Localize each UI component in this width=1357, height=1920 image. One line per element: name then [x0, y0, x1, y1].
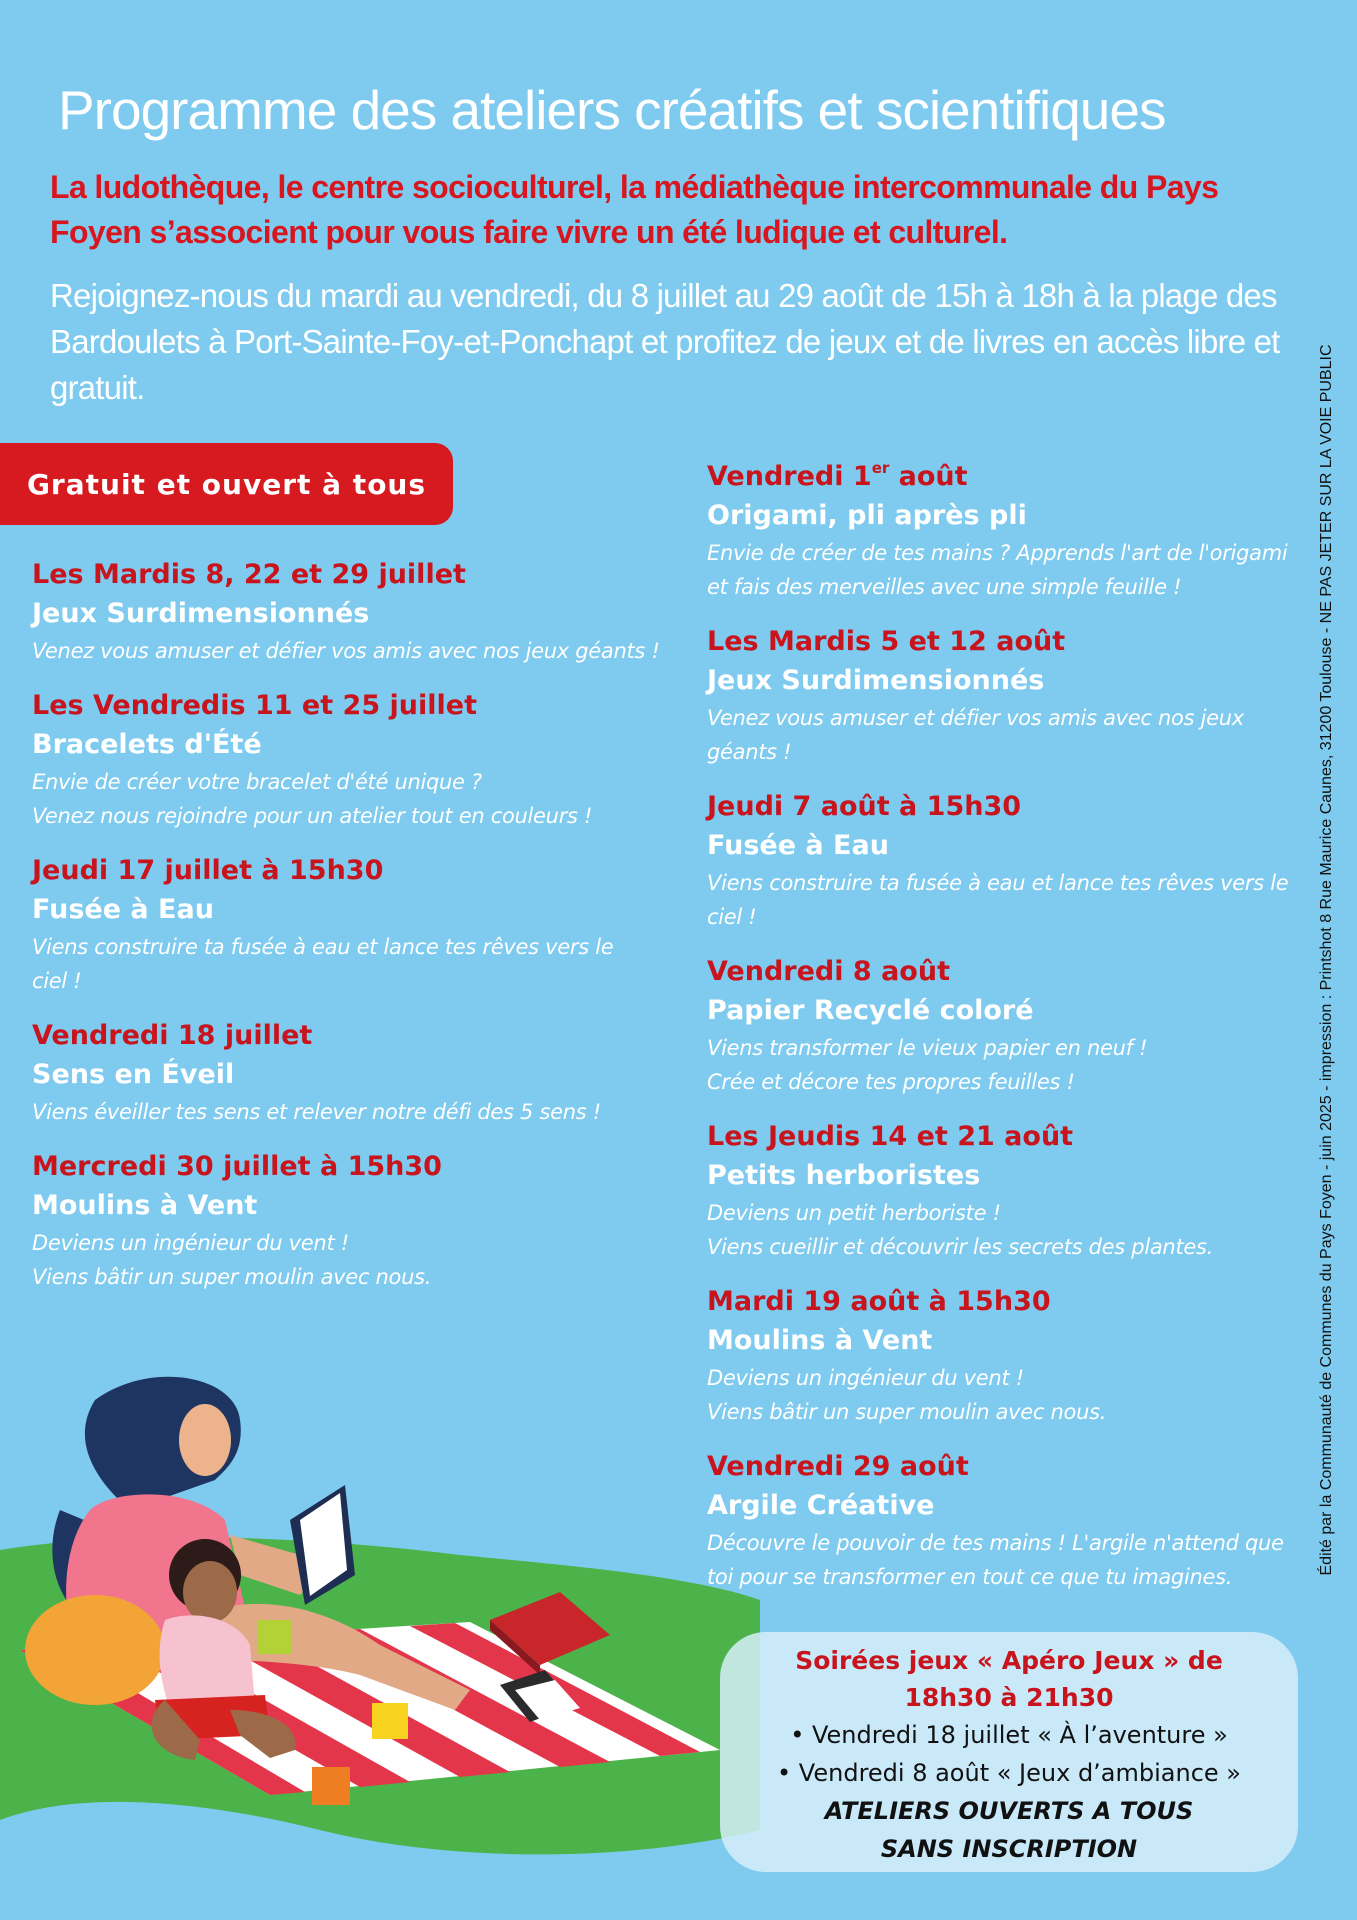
event-description: Envie de créer de tes mains ? Apprends l'art de l'origami — [707, 541, 1288, 565]
event-date: Jeudi 7 août à 15h30 — [707, 791, 1022, 822]
event-description: Viens transformer le vieux papier en neuf ! — [707, 1036, 1148, 1060]
game-evening-item: • Vendredi 18 juillet « À l’aventure » — [790, 1721, 1228, 1749]
event-title: Moulins à Vent — [707, 1325, 933, 1356]
event-title: Jeux Surdimensionnés — [707, 665, 1045, 696]
event-description: Viens éveiller tes sens et relever notre défi des 5 sens ! — [32, 1100, 601, 1124]
free-badge-label: Gratuit et ouvert à tous — [26, 467, 427, 501]
event-item — [707, 953, 1317, 1099]
event-title: Papier Recyclé coloré — [707, 995, 1034, 1026]
event-description: Deviens un ingénieur du vent ! — [32, 1231, 349, 1255]
event-description: ciel ! — [707, 905, 757, 929]
event-item — [707, 1448, 1317, 1594]
event-description: Envie de créer votre bracelet d'été unique ? — [32, 770, 482, 794]
event-item — [707, 1118, 1317, 1264]
event-date: Mercredi 30 juillet à 15h30 — [32, 1151, 442, 1182]
event-item — [32, 687, 692, 833]
event-date-day: Vendredi 1 — [707, 461, 872, 492]
event-item — [32, 556, 692, 668]
event-title: Moulins à Vent — [32, 1190, 258, 1221]
intro-partners: La ludothèque, le centre socioculturel, la médiathèque intercommunale du Pays Foyen s’associent pour vous faire vivre un été ludique et culturel. — [50, 169, 1219, 250]
event-item — [707, 458, 1317, 604]
event-description: Viens bâtir un super moulin avec nous. — [32, 1265, 432, 1289]
event-item — [707, 623, 1317, 769]
event-title: Bracelets d'Été — [32, 729, 262, 760]
free-badge — [0, 443, 453, 525]
event-description: Deviens un ingénieur du vent ! — [707, 1366, 1024, 1390]
game-evening-item: • Vendredi 8 août « Jeux d’ambiance » — [777, 1759, 1241, 1787]
event-date: Mardi 19 août à 15h30 — [707, 1286, 1051, 1317]
event-description: Viens bâtir un super moulin avec nous. — [707, 1400, 1107, 1424]
event-description: Venez nous rejoindre pour un atelier tout en couleurs ! — [32, 804, 593, 828]
event-date: Vendredi 8 août — [707, 956, 950, 987]
event-title: Origami, pli après pli — [707, 500, 1027, 531]
event-description: Venez vous amuser et défier vos amis avec nos jeux — [707, 706, 1244, 730]
event-date: Les Vendredis 11 et 25 juillet — [32, 690, 477, 721]
event-item — [32, 1148, 692, 1294]
no-registration-note: SANS INSCRIPTION — [880, 1835, 1138, 1863]
page-title: Programme des ateliers créatifs et scientifiques — [58, 79, 1166, 141]
event-date: Les Mardis 8, 22 et 29 juillet — [32, 559, 466, 590]
events-august-column — [707, 458, 1317, 1613]
events-july-column — [32, 556, 692, 1313]
event-description: Crée et décore tes propres feuilles ! — [707, 1070, 1075, 1094]
event-description: ciel ! — [32, 969, 82, 993]
event-description: Venez vous amuser et défier vos amis avec nos jeux géants ! — [32, 639, 660, 663]
event-item — [707, 788, 1317, 934]
event-description: Viens construire ta fusée à eau et lance tes rêves vers le — [32, 935, 614, 959]
event-title: Fusée à Eau — [32, 894, 214, 925]
event-title: Argile Créative — [707, 1490, 935, 1521]
event-description: géants ! — [707, 740, 792, 764]
event-title: Jeux Surdimensionnés — [32, 598, 370, 629]
event-date-ordinal: er — [871, 459, 890, 477]
intro-details: Rejoignez-nous du mardi au vendredi, du 8 juillet au 29 août de 15h à 18h à la plage des Bardoulets à Port-Sainte-Foy-et-Ponchapt et profitez de jeux et de livres en accès libre et gratuit. — [50, 277, 1280, 406]
event-title: Fusée à Eau — [707, 830, 889, 861]
event-date: Vendredi 29 août — [707, 1451, 969, 1482]
event-description: Viens cueillir et découvrir les secrets des plantes. — [707, 1235, 1214, 1259]
event-description: toi pour se transformer en tout ce que tu imagines. — [707, 1565, 1233, 1589]
event-title: Petits herboristes — [707, 1160, 981, 1191]
publisher-note: Édité par la Communauté de Communes du Pays Foyen - juin 2025 - impression : Printshot 8 Rue Maurice Caunes, 31200 Toulouse - NE PAS JETER SUR LA VOIE PUBLIC — [1318, 344, 1335, 1576]
picnic-illustration — [0, 1360, 760, 1920]
event-item — [32, 1017, 692, 1129]
event-description: Découvre le pouvoir de tes mains ! L'argile n'attend que — [707, 1531, 1284, 1555]
event-item — [707, 1283, 1317, 1429]
event-date: Jeudi 17 juillet à 15h30 — [32, 855, 384, 886]
event-item — [32, 852, 692, 998]
event-description: Viens construire ta fusée à eau et lance tes rêves vers le — [707, 871, 1289, 895]
event-date — [707, 458, 1317, 496]
event-description: et fais des merveilles avec une simple feuille ! — [707, 575, 1182, 599]
event-title: Sens en Éveil — [32, 1059, 235, 1090]
event-date: Les Mardis 5 et 12 août — [707, 626, 1066, 657]
event-date-month: août — [889, 461, 968, 492]
event-description: Deviens un petit herboriste ! — [707, 1201, 1001, 1225]
game-evenings-title: Soirées jeux « Apéro Jeux » de 18h30 à 21h30 — [795, 1646, 1223, 1712]
event-date: Vendredi 18 juillet — [32, 1020, 313, 1051]
event-date: Les Jeudis 14 et 21 août — [707, 1121, 1074, 1152]
open-to-all-note: ATELIERS OUVERTS A TOUS — [824, 1797, 1194, 1825]
game-evenings-box — [720, 1632, 1298, 1872]
